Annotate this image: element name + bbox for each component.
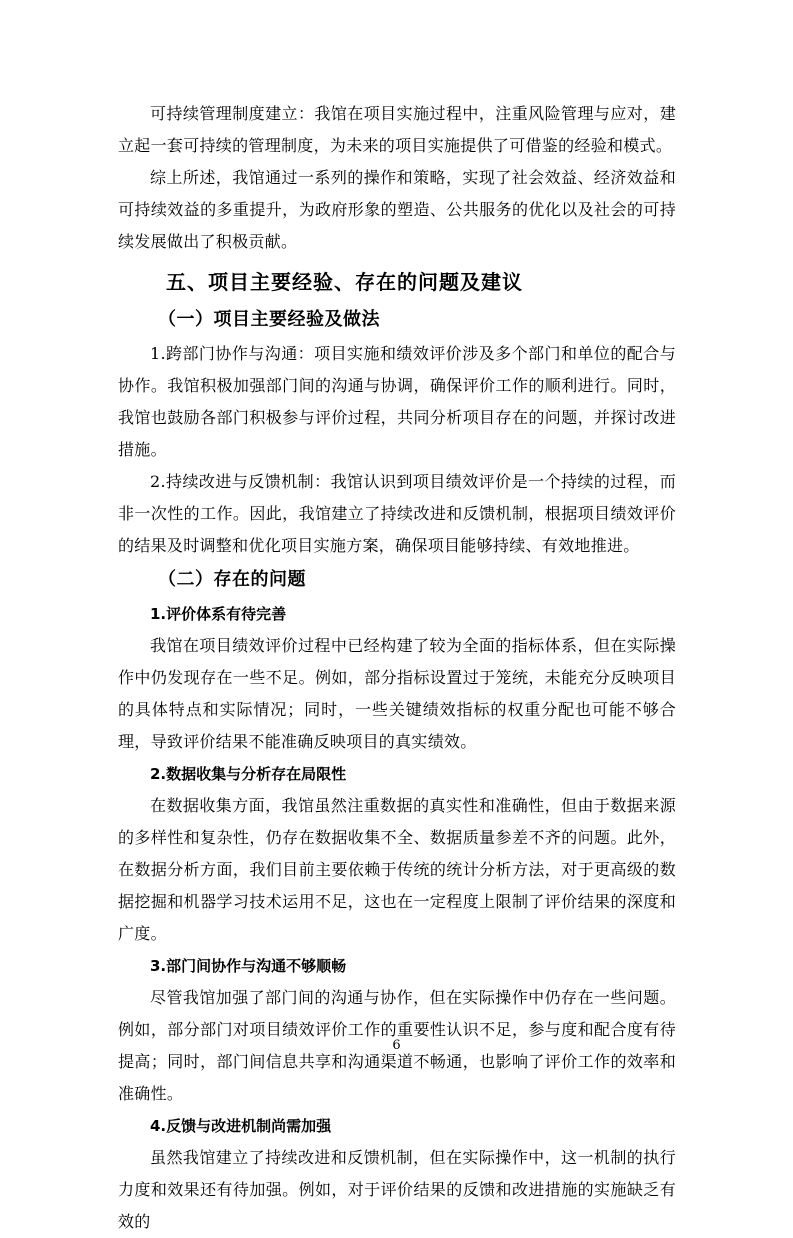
problem-heading: 4.反馈与改进机制尚需加强 (150, 1117, 332, 1135)
paragraph-sustainable-management: 可持续管理制度建立：我馆在项目实施过程中，注重风险管理与应对，建立起一套可持续的管理制度，为未来的项目实施提供了可借鉴的经验和模式。 (118, 104, 676, 155)
section-heading: 五、项目主要经验、存在的问题及建议 (166, 270, 523, 294)
subsection-heading: （一）项目主要经验及做法 (158, 309, 380, 330)
problem-heading: 3.部门间协作与沟通不够顺畅 (150, 957, 347, 975)
problem-heading: 1.评价体系有待完善 (150, 605, 287, 623)
problem-paragraph: 虽然我馆建立了持续改进和反馈机制，但在实际操作中，这一机制的执行力度和效果还有待加强。例如，对于评价结果的反馈和改进措施的实施缺乏有效的 (118, 1148, 676, 1231)
paragraph-cross-department: 1.跨部门协作与沟通：项目实施和绩效评价涉及多个部门和单位的配合与协作。我馆积极加强部门间的沟通与协调，确保评价工作的顺利进行。同时，我馆也鼓励各部门积极参与评价过程，共同分析项目存在的问题，并探讨改进措施。 (118, 344, 676, 459)
paragraph-continuous-improvement: 2.持续改进与反馈机制：我馆认识到项目绩效评价是一个持续的过程，而非一次性的工作。因此，我馆建立了持续改进和反馈机制，根据项目绩效评价的结果及时调整和优化项目实施方案，确保项目能够持续、有效地推进。 (118, 472, 676, 555)
paragraph-summary: 综上所述，我馆通过一系列的操作和策略，实现了社会效益、经济效益和可持续效益的多重提升，为政府形象的塑造、公共服务的优化以及社会的可持续发展做出了积极贡献。 (118, 168, 676, 251)
page-content (118, 98, 676, 1238)
problem-heading: 2.数据收集与分析存在局限性 (150, 765, 347, 783)
problem-paragraph: 尽管我馆加强了部门间的沟通与协作，但在实际操作中仍存在一些问题。例如，部分部门对项目绩效评价工作的重要性认识不足，参与度和配合度有待提高；同时，部门间信息共享和沟通渠道不畅通，也影响了评价工作的效率和准确性。 (118, 988, 676, 1103)
problem-paragraph: 在数据收集方面，我馆虽然注重数据的真实性和准确性，但由于数据来源的多样性和复杂性，仍存在数据收集不全、数据质量参差不齐的问题。此外，在数据分析方面，我们目前主要依赖于传统的统计分析方法，对于更高级的数据挖掘和机器学习技术运用不足，这也在一定程度上限制了评价结果的深度和广度。 (118, 796, 676, 943)
problem-paragraph: 我馆在项目绩效评价过程中已经构建了较为全面的指标体系，但在实际操作中仍发现存在一些不足。例如，部分指标设置过于笼统，未能充分反映项目的具体特点和实际情况；同时，一些关键绩效指标的权重分配也可能不够合理，导致评价结果不能准确反映项目的真实绩效。 (118, 636, 676, 751)
page-number: 6 (392, 1038, 401, 1053)
subsection-heading: （二）存在的问题 (158, 569, 306, 590)
